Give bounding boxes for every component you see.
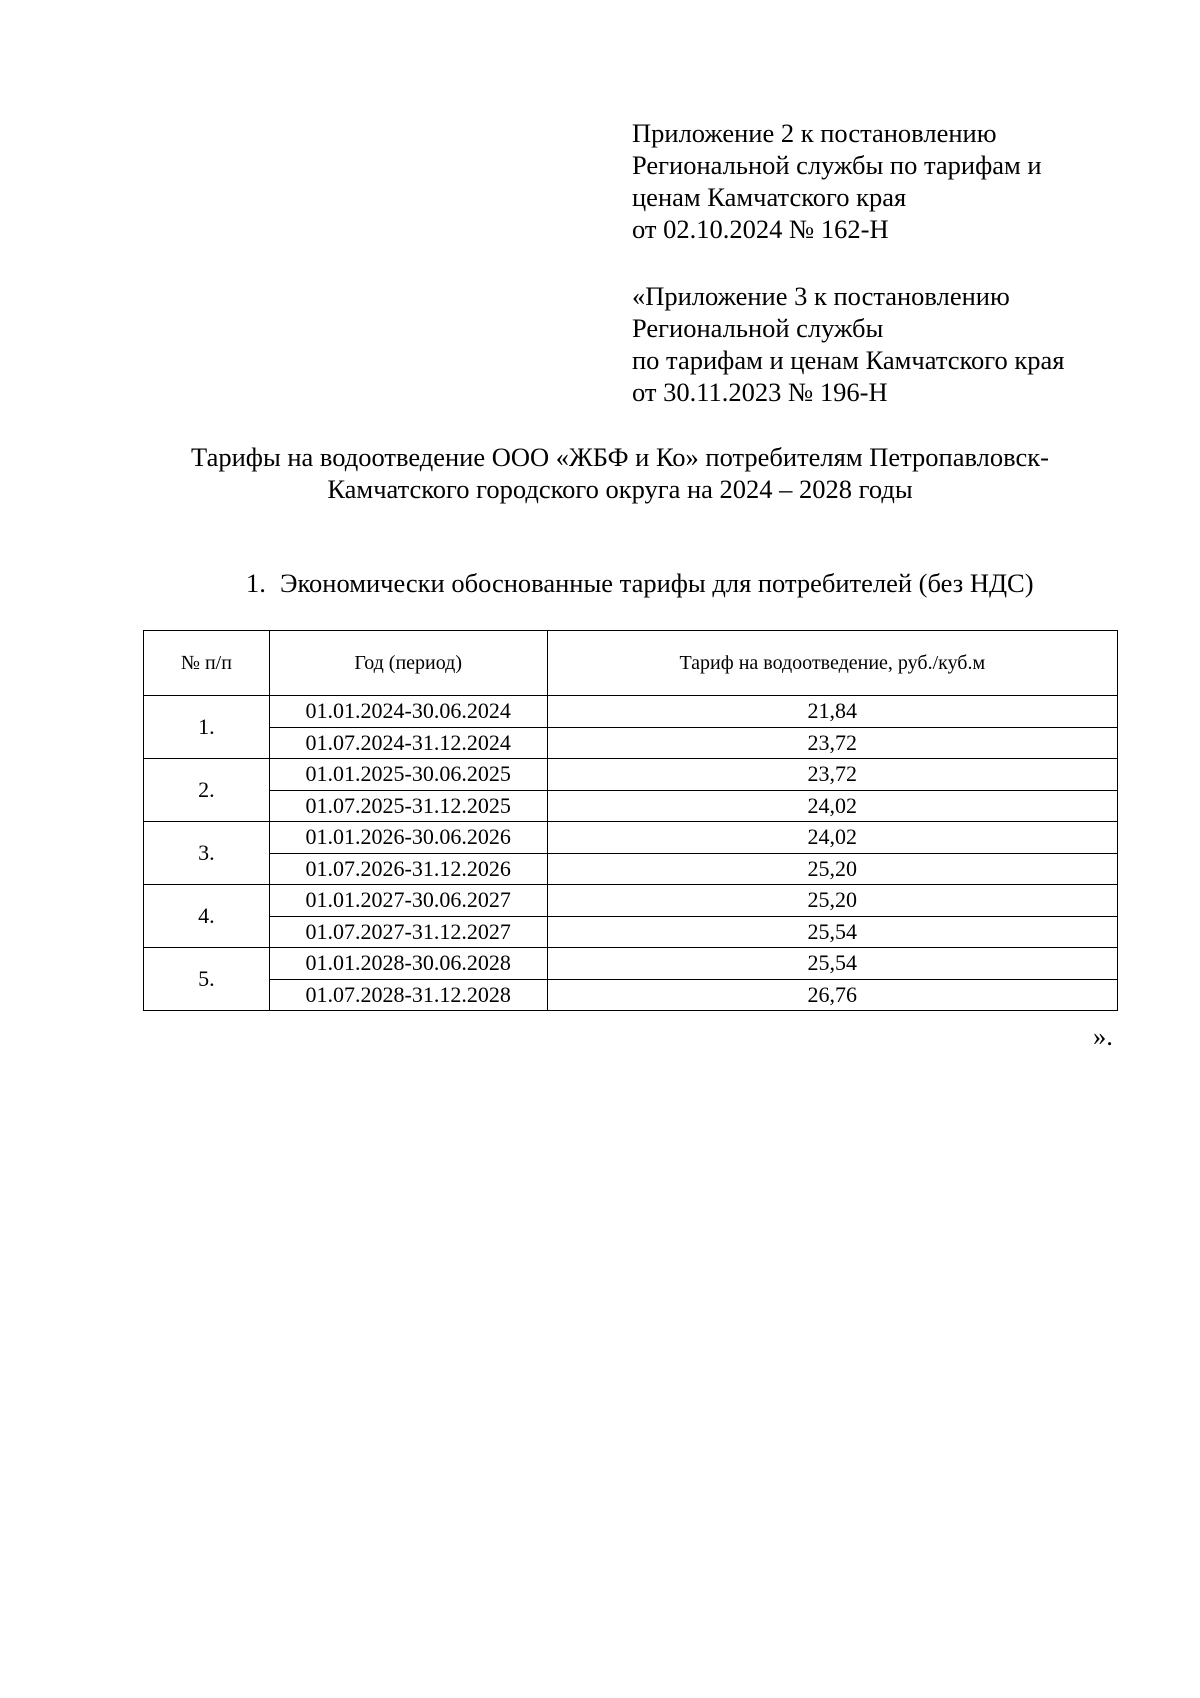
appendix-line: Приложение 2 к постановлению xyxy=(632,118,997,148)
table-header-row xyxy=(144,631,1118,696)
appendix-line: ценам Камчатского края xyxy=(632,182,907,212)
tariff-cell: 25,54 xyxy=(547,948,1117,980)
row-number-cell: 4. xyxy=(144,885,270,948)
section-text: Экономически обоснованные тарифы для потребителей (без НДС) xyxy=(280,568,1034,598)
period-cell: 01.07.2026-31.12.2026 xyxy=(269,853,547,885)
table-row xyxy=(144,790,1118,822)
tariff-cell: 26,76 xyxy=(547,979,1117,1011)
tariff-cell: 23,72 xyxy=(547,759,1117,791)
tariff-cell: 24,02 xyxy=(547,790,1117,822)
period-cell: 01.07.2024-31.12.2024 xyxy=(269,727,547,759)
appendix-line: от 02.10.2024 № 162-Н xyxy=(632,214,889,244)
appendix-current-header xyxy=(632,117,1152,245)
header-period: Год (период) xyxy=(269,631,547,696)
appendix-line: «Приложение 3 к постановлению xyxy=(632,281,1010,311)
row-number-cell: 2. xyxy=(144,759,270,822)
period-cell: 01.01.2027-30.06.2027 xyxy=(269,885,547,917)
period-cell: 01.01.2025-30.06.2025 xyxy=(269,759,547,791)
table-row xyxy=(144,727,1118,759)
header-num: № п/п xyxy=(144,631,270,696)
row-number-cell: 1. xyxy=(144,696,270,759)
tariff-cell: 25,20 xyxy=(547,885,1117,917)
tariff-cell: 21,84 xyxy=(547,696,1117,728)
table-row xyxy=(144,759,1118,791)
row-number-cell: 5. xyxy=(144,948,270,1011)
period-cell: 01.01.2028-30.06.2028 xyxy=(269,948,547,980)
tariff-table xyxy=(143,630,1118,1011)
tariff-cell: 25,54 xyxy=(547,916,1117,948)
table-row xyxy=(144,822,1118,854)
header-tariff: Тариф на водоотведение, руб./куб.м xyxy=(547,631,1117,696)
period-cell: 01.07.2027-31.12.2027 xyxy=(269,916,547,948)
table-row xyxy=(144,885,1118,917)
period-cell: 01.07.2028-31.12.2028 xyxy=(269,979,547,1011)
tariff-table-body xyxy=(144,696,1118,1011)
table-row xyxy=(144,948,1118,980)
appendix-line: Региональной службы по тарифам и xyxy=(632,150,1042,180)
table-row xyxy=(144,916,1118,948)
row-number-cell: 3. xyxy=(144,822,270,885)
title-line: Тарифы на водоотведение ООО «ЖБФ и Ко» потребителям Петропавловск- xyxy=(191,442,1049,472)
title-line: Камчатского городского округа на 2024 – 2028 годы xyxy=(327,474,913,504)
tariff-cell: 25,20 xyxy=(547,853,1117,885)
period-cell: 01.07.2025-31.12.2025 xyxy=(269,790,547,822)
appendix-line: по тарифам и ценам Камчатского края xyxy=(632,345,1065,375)
document-title xyxy=(140,441,1100,505)
tariff-cell: 24,02 xyxy=(547,822,1117,854)
tariff-cell: 23,72 xyxy=(547,727,1117,759)
appendix-line: от 30.11.2023 № 196-Н xyxy=(632,377,888,407)
period-cell: 01.01.2026-30.06.2026 xyxy=(269,822,547,854)
appendix-line: Региональной службы xyxy=(632,313,884,343)
period-cell: 01.01.2024-30.06.2024 xyxy=(269,696,547,728)
table-row xyxy=(144,979,1118,1011)
appendix-amended-header xyxy=(632,280,1152,408)
table-row xyxy=(144,696,1118,728)
closing-quote: ». xyxy=(1093,1021,1113,1051)
section-number: 1. xyxy=(246,568,266,598)
table-row xyxy=(144,853,1118,885)
section-heading xyxy=(246,567,1034,599)
